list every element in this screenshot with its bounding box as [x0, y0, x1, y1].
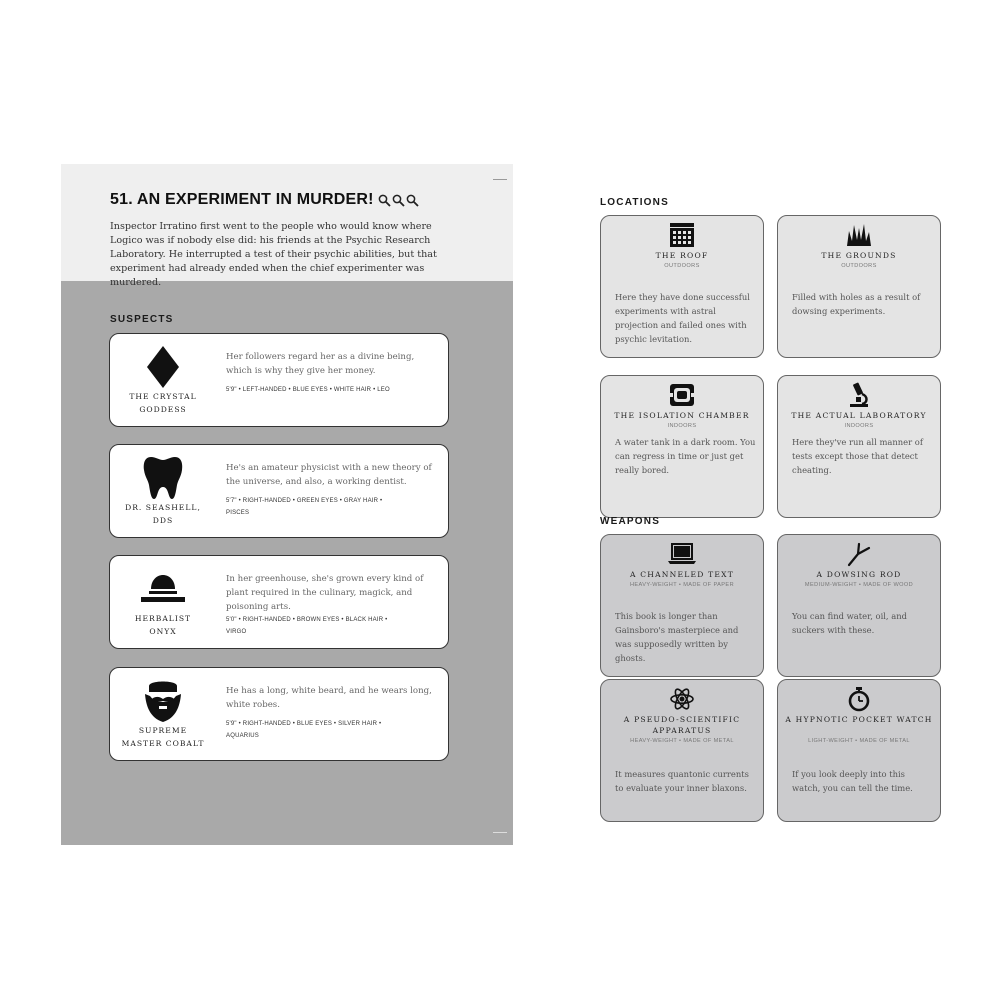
location-title: THE ACTUAL LABORATORY: [791, 411, 927, 420]
suspect-traits: 5'0" • RIGHT-HANDED • BROWN EYES • BLACK HAIR • VIRGO: [226, 617, 388, 635]
tank-icon: [601, 381, 763, 409]
weapon-attributes: HEAVY-WEIGHT • MADE OF METAL: [630, 738, 734, 744]
suspect-name: THE CRYSTAL GODDESS: [129, 392, 197, 414]
location-type: INDOORS: [667, 423, 697, 429]
corner-mark: [493, 832, 507, 833]
magnifier-icon: [392, 194, 405, 207]
weapon-title: A HYPNOTIC POCKET WATCH: [785, 715, 933, 724]
weapon-description: It measures quantonic currents to evaluate your inner blaxons.: [615, 769, 749, 793]
location-title: THE GROUNDS: [821, 251, 897, 260]
difficulty-rating: [378, 194, 419, 207]
location-description: Filled with holes as a result of dowsing experiments.: [792, 292, 921, 316]
weapon-card: [777, 534, 941, 677]
location-card: [777, 375, 941, 518]
weapon-description: If you look deeply into this watch, you can tell the time.: [792, 769, 913, 793]
weapon-title: A PSEUDO-SCIENTIFIC APPARATUS: [623, 715, 741, 735]
weapon-card: [600, 534, 764, 677]
suspect-description: He has a long, white beard, and he wears long, white robes.: [226, 686, 432, 710]
suspect-name: HERBALIST ONYX: [134, 614, 192, 636]
location-description: A water tank in a dark room. You can regress in time or just get really bored.: [615, 437, 756, 475]
weapon-title: A DOWSING ROD: [816, 570, 902, 579]
weapon-attributes: MEDIUM-WEIGHT • MADE OF WOOD: [804, 582, 914, 588]
tooth-icon: [130, 455, 196, 501]
beard-icon: [130, 678, 196, 724]
hat-icon: [130, 566, 196, 612]
grass-icon: [778, 221, 940, 249]
weapon-description: You can find water, oil, and suckers with these.: [792, 611, 908, 635]
puzzle-title-row: [110, 191, 419, 209]
weapon-card: [600, 679, 764, 822]
locations-heading: LOCATIONS: [600, 197, 669, 208]
building-icon: [601, 221, 763, 249]
corner-mark: [493, 179, 507, 180]
location-title: THE ISOLATION CHAMBER: [614, 411, 750, 420]
location-type: INDOORS: [844, 423, 874, 429]
suspect-name: SUPREME MASTER COBALT: [121, 726, 205, 748]
atom-icon: [601, 685, 763, 713]
location-type: OUTDOORS: [841, 263, 877, 269]
weapon-card: [777, 679, 941, 822]
suspect-description: Her followers regard her as a divine being, which is why they give her money.: [226, 352, 415, 376]
location-title: THE ROOF: [655, 251, 709, 260]
location-card: [600, 375, 764, 518]
suspect-traits: 5'9" • RIGHT-HANDED • BLUE EYES • SILVER HAIR • AQUARIUS: [226, 721, 382, 739]
pocket-watch-icon: [778, 685, 940, 713]
suspect-description: He's an amateur physicist with a new theory of the universe, and also, a working dentist.: [226, 463, 432, 487]
dowsing-rod-icon: [778, 540, 940, 568]
diamond-icon: [130, 344, 196, 390]
weapons-heading: WEAPONS: [600, 516, 661, 527]
left-page: [61, 164, 513, 845]
suspect-card: [109, 555, 449, 649]
suspects-heading: SUSPECTS: [110, 314, 174, 325]
weapon-title: A CHANNELED TEXT: [629, 570, 734, 579]
suspect-card: [109, 444, 449, 538]
weapon-description: This book is longer than Gainsboro's masterpiece and was supposedly written by ghosts.: [615, 611, 739, 663]
suspect-traits: 5'9" • LEFT-HANDED • BLUE EYES • WHITE HAIR • LEO: [226, 387, 390, 393]
suspect-description: In her greenhouse, she's grown every kind of plant required in the culinary, magick, and poisoning arts.: [226, 574, 424, 612]
weapon-attributes: HEAVY-WEIGHT • MADE OF PAPER: [629, 582, 735, 588]
location-type: OUTDOORS: [664, 263, 700, 269]
magnifier-icon: [378, 194, 391, 207]
puzzle-header: [61, 164, 513, 288]
laptop-icon: [601, 540, 763, 568]
suspect-name: DR. SEASHELL, DDS: [125, 503, 201, 525]
location-card: [600, 215, 764, 358]
microscope-icon: [778, 381, 940, 409]
weapon-attributes: LIGHT-WEIGHT • MADE OF METAL: [808, 738, 910, 744]
puzzle-title: 51. AN EXPERIMENT IN MURDER!: [110, 191, 374, 208]
suspect-card: [109, 333, 449, 427]
location-card: [777, 215, 941, 358]
suspect-card: [109, 667, 449, 761]
puzzle-intro: Inspector Irratino first went to the people who would know where Logico was if nobody else did: his friends at the Psychic Research Laboratory. He interrupted a test of their psychic abilities, but that experiment had already ended when the chief experimenter was murdered.: [110, 221, 437, 288]
location-description: Here they have done successful experiments with astral projection and failed ones with psychic levitation.: [615, 292, 750, 344]
suspect-traits: 5'7" • RIGHT-HANDED • GREEN EYES • GRAY HAIR • PISCES: [226, 498, 383, 516]
magnifier-icon: [406, 194, 419, 207]
location-description: Here they've run all manner of tests except those that detect cheating.: [792, 437, 923, 475]
